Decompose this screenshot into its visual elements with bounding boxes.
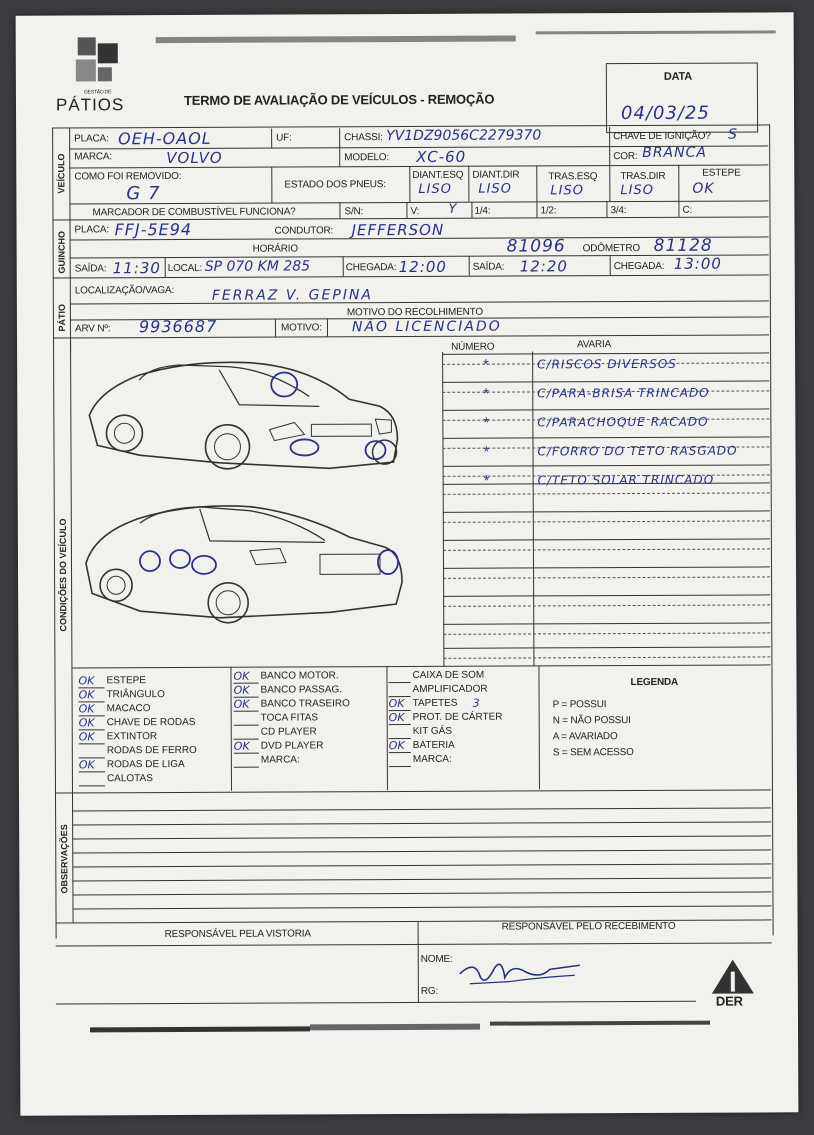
damage-text: C/PARA-BRISA TRINCADO bbox=[537, 385, 710, 401]
col-line bbox=[339, 128, 340, 166]
rg-label: RG: bbox=[420, 985, 439, 997]
checklist-label: MARCA: bbox=[260, 754, 300, 766]
date-value: 04/03/25 bbox=[620, 102, 710, 125]
local-label: LOCAL: bbox=[167, 262, 203, 275]
checklist-label: CHAVE DE RODAS bbox=[106, 716, 196, 729]
checklist-mark[interactable]: OK bbox=[233, 669, 250, 683]
checklist-label: BANCO MOTOR. bbox=[260, 670, 339, 682]
legend-s: S = SEM ACESSO bbox=[552, 747, 634, 759]
logo-squares-icon bbox=[56, 33, 136, 96]
checklist-blank-line bbox=[389, 752, 411, 753]
checklist-label: DVD PLAYER bbox=[260, 740, 324, 752]
checklist-label: BANCO PASSAG. bbox=[260, 684, 343, 696]
row-line bbox=[56, 1001, 696, 1005]
damage-mark: * bbox=[483, 414, 490, 432]
top-bar-right bbox=[536, 30, 776, 34]
col-line bbox=[471, 202, 472, 218]
sn-label: S/N: bbox=[344, 206, 364, 218]
damage-text: C/TETO SOLAR TRINCADO bbox=[537, 472, 715, 488]
marca-label: MARCA: bbox=[74, 151, 112, 163]
numero-header: NÚMERO bbox=[451, 341, 495, 353]
motivo-label: MOTIVO: bbox=[280, 322, 322, 334]
observations-lines bbox=[16, 12, 794, 15]
odometro-label: ODÔMETRO bbox=[582, 242, 640, 255]
col-line bbox=[536, 165, 537, 201]
checklist-blank-line bbox=[79, 785, 105, 786]
chegada2-value: 13:00 bbox=[673, 254, 722, 273]
col-line bbox=[678, 165, 679, 201]
v-label: V: bbox=[410, 205, 420, 217]
damage-text: C/RISCOS DIVERSOS bbox=[537, 356, 677, 372]
arv-value: 9936687 bbox=[138, 316, 218, 337]
col-line bbox=[678, 201, 679, 217]
avaria-header: AVARIA bbox=[577, 339, 612, 351]
checklist-label: MARCA: bbox=[412, 753, 452, 765]
col-line bbox=[165, 257, 166, 277]
damage-mark: * bbox=[483, 356, 490, 374]
checklist-blank-line bbox=[389, 682, 411, 683]
checklist-label: TAPETES bbox=[412, 697, 458, 709]
car-front-view-icon bbox=[79, 344, 410, 475]
estepe-label: ESTEPE bbox=[702, 167, 741, 179]
combustivel-label: MARCADOR DE COMBUSTÍVEL FUNCIONA? bbox=[92, 206, 296, 219]
q14-label: 1/4: bbox=[474, 205, 491, 217]
legend-n: N = NÃO POSSUI bbox=[552, 715, 631, 727]
damage-text: C/PARACHOQUE RACADO bbox=[537, 414, 709, 430]
der-triangle-icon bbox=[710, 957, 756, 995]
chassi-value: YV1DZ9056C2279370 bbox=[386, 127, 542, 145]
col-line bbox=[409, 166, 410, 202]
condutor-value: JEFFERSON bbox=[351, 220, 445, 240]
signature-icon bbox=[450, 953, 590, 994]
checklist-blank-line bbox=[389, 724, 411, 725]
section-patio: PÁTIO bbox=[56, 303, 67, 332]
col-line bbox=[271, 129, 272, 149]
col-line bbox=[343, 256, 344, 276]
legend-p: P = POSSUI bbox=[552, 699, 607, 711]
checklist-blank-line bbox=[234, 725, 259, 726]
local-value: SP 070 KM 285 bbox=[204, 258, 311, 275]
checklist-blank-line bbox=[79, 743, 105, 744]
saida-value: 11:30 bbox=[112, 259, 161, 278]
chave-value: S bbox=[728, 126, 739, 143]
chegada-value: 12:00 bbox=[398, 257, 447, 277]
legend-a: A = AVARIADO bbox=[552, 731, 618, 743]
checklist-label: BATERIA bbox=[412, 739, 455, 751]
estepe-value: OK bbox=[692, 180, 715, 197]
car-rear-view-icon bbox=[80, 492, 411, 633]
checklist-mark[interactable]: OK bbox=[233, 697, 250, 711]
checklist-mark[interactable]: OK bbox=[78, 702, 95, 716]
diant-dir-value: LISO bbox=[478, 181, 512, 197]
saida2-label: SAÍDA: bbox=[472, 261, 505, 273]
checklist-blank-line bbox=[234, 767, 259, 768]
chegada-label: CHEGADA: bbox=[345, 262, 397, 274]
checklist-label: KIT GÁS bbox=[412, 725, 453, 737]
recebimento-label: RESPONSÁVEL PELO RECEBIMENTO bbox=[501, 920, 676, 933]
col-line bbox=[606, 201, 607, 217]
checklist-label: PROT. DE CÁRTER bbox=[412, 711, 503, 723]
uf-label: UF: bbox=[276, 132, 292, 144]
localizacao-label: LOCALIZAÇÃO/VAGA: bbox=[74, 285, 175, 297]
odometro-final: 81128 bbox=[653, 235, 713, 256]
checklist-label: CAIXA DE SOM bbox=[412, 669, 485, 681]
section-guincho: GUINCHO bbox=[56, 230, 67, 274]
checklist-blank-line bbox=[234, 753, 259, 754]
row-line bbox=[56, 942, 772, 946]
col-line bbox=[469, 256, 470, 276]
checklist-label: EXTINTOR bbox=[106, 731, 158, 743]
col-line bbox=[536, 201, 537, 217]
tras-dir-label: TRAS.DIR bbox=[620, 170, 666, 183]
checklist-mark[interactable]: OK bbox=[233, 739, 250, 753]
checklist-mark[interactable]: OK bbox=[78, 758, 95, 772]
arv-label: ARV Nº: bbox=[74, 323, 111, 335]
checklist-blank-line bbox=[79, 771, 105, 772]
placa-label: PLACA: bbox=[74, 133, 109, 145]
localizacao-value: FERRAZ V. GEPINA bbox=[211, 287, 374, 304]
checklist-label: AMPLIFICADOR bbox=[412, 683, 488, 695]
checklist-label: CALOTAS bbox=[106, 773, 153, 785]
der-logo bbox=[710, 957, 756, 1017]
der-logo-text: DER bbox=[715, 993, 743, 1009]
condutor-label: CONDUTOR: bbox=[274, 225, 334, 237]
diant-esq-value: LISO bbox=[418, 181, 452, 197]
logo-small-text: GESTÃO DE bbox=[83, 89, 112, 96]
chave-label: CHAVE DE IGNIÇÃO? bbox=[613, 130, 711, 143]
como-value: G 7 bbox=[126, 183, 161, 205]
diant-esq-label: DIANT.ESQ bbox=[412, 169, 464, 181]
checklist-blank-line bbox=[389, 766, 411, 767]
vistoria-label: RESPONSÁVEL PELA VISTORIA bbox=[164, 928, 311, 941]
v-value: Y bbox=[448, 201, 458, 217]
logo-name: PÁTIOS bbox=[55, 95, 125, 115]
placa-value: OEH-OAOL bbox=[118, 128, 212, 149]
motivo-value: NÃO LICENCIADO bbox=[351, 318, 502, 336]
checklist-label: RODAS DE LIGA bbox=[106, 758, 185, 771]
nome-label: NOME: bbox=[420, 953, 453, 965]
damage-text: C/FORRO DO TETO RASGADO bbox=[537, 443, 738, 459]
col-line bbox=[610, 255, 611, 275]
checklist-label: CD PLAYER bbox=[260, 726, 317, 738]
tow-placa-label: PLACA: bbox=[74, 224, 109, 236]
col-line bbox=[339, 202, 340, 218]
checklist-label: TRIÂNGULO bbox=[106, 689, 165, 701]
checklist-label: TOCA FITAS bbox=[260, 712, 319, 724]
tow-placa-value: FFJ-5E94 bbox=[114, 219, 193, 240]
col-line bbox=[275, 319, 276, 337]
col-line bbox=[468, 166, 469, 202]
chegada2-label: CHEGADA: bbox=[613, 260, 665, 273]
form-sheet bbox=[16, 12, 799, 1115]
modelo-label: MODELO: bbox=[344, 152, 389, 164]
checklist-label: RODAS DE FERRO bbox=[106, 744, 197, 757]
damage-mark: * bbox=[483, 385, 490, 403]
checklist-mark[interactable]: OK bbox=[388, 697, 405, 711]
col-line bbox=[327, 318, 328, 336]
bottom-bar-mid bbox=[310, 1024, 480, 1031]
checklist-label: BANCO TRASEIRO bbox=[260, 698, 350, 710]
checklist-extra: 3 bbox=[472, 696, 480, 710]
checklist-label: MACACO bbox=[106, 703, 151, 715]
checklist-blank-line bbox=[234, 711, 259, 712]
date-label: DATA bbox=[663, 70, 693, 83]
section-condicoes: CONDIÇÕES DO VEÍCULO bbox=[57, 518, 69, 632]
bottom-bar-right bbox=[490, 1021, 710, 1026]
horario-label: HORÁRIO bbox=[252, 243, 298, 255]
form-title: TERMO DE AVALIAÇÃO DE VEÍCULOS - REMOÇÃO bbox=[183, 91, 495, 108]
damage-mark: * bbox=[483, 472, 490, 490]
q12-label: 1/2: bbox=[540, 205, 557, 217]
checklist-mark[interactable]: OK bbox=[388, 711, 405, 725]
checklist-mark[interactable]: OK bbox=[78, 730, 95, 744]
chassi-label: CHASSI: bbox=[344, 132, 383, 144]
motivo-header: MOTIVO DO RECOLHIMENTO bbox=[346, 306, 483, 319]
section-observacoes: OBSERVAÇÕES bbox=[59, 824, 70, 894]
c-label: C: bbox=[682, 204, 693, 216]
modelo-value: XC-60 bbox=[416, 147, 467, 166]
marca-value: VOLVO bbox=[166, 148, 223, 168]
damage-mark: * bbox=[483, 443, 490, 461]
checklist-mark[interactable]: OK bbox=[233, 683, 250, 697]
saida-label: SAÍDA: bbox=[74, 263, 107, 275]
q34-label: 3/4: bbox=[610, 205, 627, 217]
cor-label: COR: bbox=[613, 150, 638, 163]
checklist-mark[interactable]: OK bbox=[78, 688, 95, 702]
checklist-mark[interactable]: OK bbox=[388, 739, 405, 753]
checklist-mark[interactable]: OK bbox=[78, 716, 95, 730]
tras-esq-label: TRAS.ESQ bbox=[548, 171, 598, 183]
patios-logo bbox=[55, 33, 136, 115]
top-bar bbox=[156, 36, 516, 44]
saida2-value: 12:20 bbox=[519, 257, 568, 276]
col-line bbox=[271, 167, 272, 203]
col-line bbox=[406, 202, 407, 218]
tras-esq-value: LISO bbox=[550, 183, 584, 199]
legend-title: LEGENDA bbox=[630, 676, 679, 689]
como-label: COMO FOI REMOVIDO: bbox=[74, 170, 182, 183]
bottom-bar bbox=[90, 1026, 310, 1032]
pneus-label: ESTADO DOS PNEUS: bbox=[284, 179, 386, 191]
diant-dir-label: DIANT.DIR bbox=[472, 169, 520, 181]
checklist-mark[interactable]: OK bbox=[78, 674, 95, 688]
cor-value: BRANCA bbox=[642, 144, 707, 161]
odometro-inicial: 81096 bbox=[506, 236, 566, 257]
section-veiculo: VEÍCULO bbox=[56, 153, 67, 194]
tras-dir-value: LISO bbox=[620, 182, 654, 199]
checklist-label: ESTEPE bbox=[106, 675, 146, 687]
